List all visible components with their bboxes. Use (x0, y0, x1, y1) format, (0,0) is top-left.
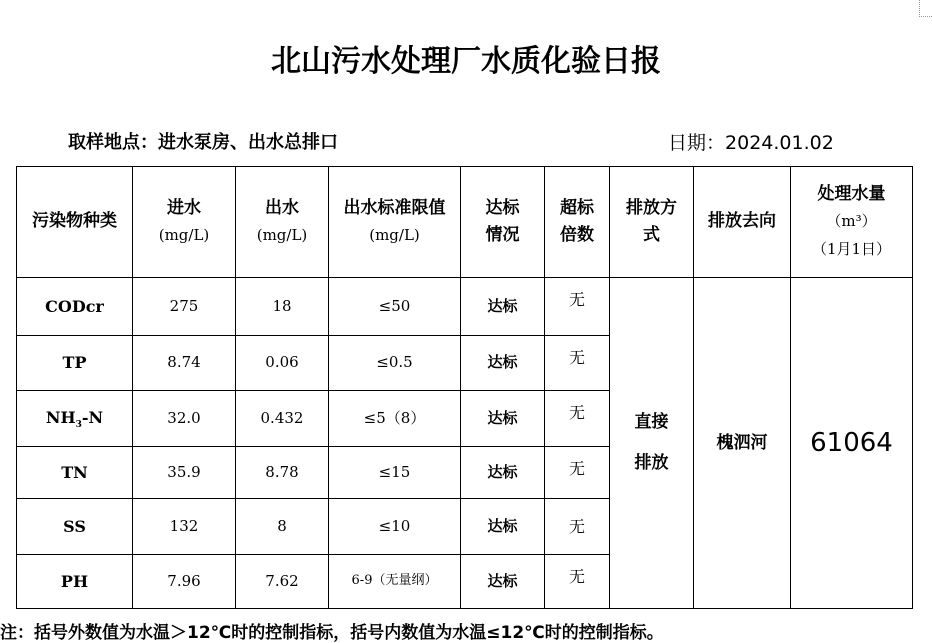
date-label: 日期： (668, 132, 726, 154)
limit-cell: ≤50 (329, 278, 461, 336)
exceed-cell: 无 (545, 278, 610, 336)
treated-volume-cell: 61064 (791, 278, 913, 609)
outflow-cell: 7.62 (236, 555, 329, 609)
pollutant-cell: TN (17, 447, 133, 499)
table-header-row (17, 167, 913, 278)
status-cell: 达标 (461, 447, 545, 499)
inflow-cell: 7.96 (133, 555, 236, 609)
limit-cell: ≤15 (329, 447, 461, 499)
page-corner-mark (919, 0, 932, 17)
status-cell: 达标 (461, 499, 545, 555)
header-outflow: 出水 (mg/L) (236, 167, 329, 278)
outflow-cell: 8.78 (236, 447, 329, 499)
limit-cell: ≤0.5 (329, 336, 461, 391)
outflow-cell: 0.06 (236, 336, 329, 391)
pollutant-cell: PH (17, 555, 133, 609)
discharge-destination-cell: 槐泗河 (694, 278, 791, 609)
limit-cell: ≤5（8） (329, 391, 461, 447)
report-title: 北山污水处理厂水质化验日报 (271, 44, 661, 79)
status-cell: 达标 (461, 336, 545, 391)
header-discharge-mode: 排放方 式 (610, 167, 694, 278)
header-status: 达标 情况 (461, 167, 545, 278)
status-cell: 达标 (461, 555, 545, 609)
report-date (668, 128, 834, 155)
outflow-cell: 18 (236, 278, 329, 336)
limit-cell: 6-9（无量纲） (329, 555, 461, 609)
header-pollutant: 污染物种类 (17, 167, 133, 278)
header-exceed: 超标 倍数 (545, 167, 610, 278)
exceed-cell: 无 (545, 336, 610, 391)
header-limit: 出水标准限值 (mg/L) (329, 167, 461, 278)
pollutant-cell: SS (17, 499, 133, 555)
status-cell: 达标 (461, 278, 545, 336)
header-destination: 排放去向 (694, 167, 791, 278)
sampling-location: 取样地点：进水泵房、出水总排口 (68, 132, 338, 153)
inflow-cell: 32.0 (133, 391, 236, 447)
outflow-cell: 8 (236, 499, 329, 555)
water-quality-table (16, 166, 913, 609)
exceed-cell: 无 (545, 447, 610, 499)
exceed-cell: 无 (545, 391, 610, 447)
date-value: 2024.01.02 (725, 132, 834, 154)
limit-cell: ≤10 (329, 499, 461, 555)
header-inflow: 进水 (mg/L) (133, 167, 236, 278)
discharge-mode-cell: 直接 排放 (610, 278, 694, 609)
header-volume: 处理水量 （m³） （1月1日） (791, 167, 913, 278)
inflow-cell: 275 (133, 278, 236, 336)
exceed-cell: 无 (545, 555, 610, 609)
footnote: 注：括号外数值为水温＞12℃时的控制指标，括号内数值为水温≤12℃时的控制指标。 (0, 623, 664, 643)
inflow-cell: 8.74 (133, 336, 236, 391)
status-cell: 达标 (461, 391, 545, 447)
outflow-cell: 0.432 (236, 391, 329, 447)
pollutant-cell: TP (17, 336, 133, 391)
inflow-cell: 132 (133, 499, 236, 555)
pollutant-cell: CODcr (17, 278, 133, 336)
table-row (17, 278, 913, 336)
pollutant-cell: $NH_3-N$ (17, 391, 133, 447)
exceed-cell: 无 (545, 499, 610, 555)
inflow-cell: 35.9 (133, 447, 236, 499)
